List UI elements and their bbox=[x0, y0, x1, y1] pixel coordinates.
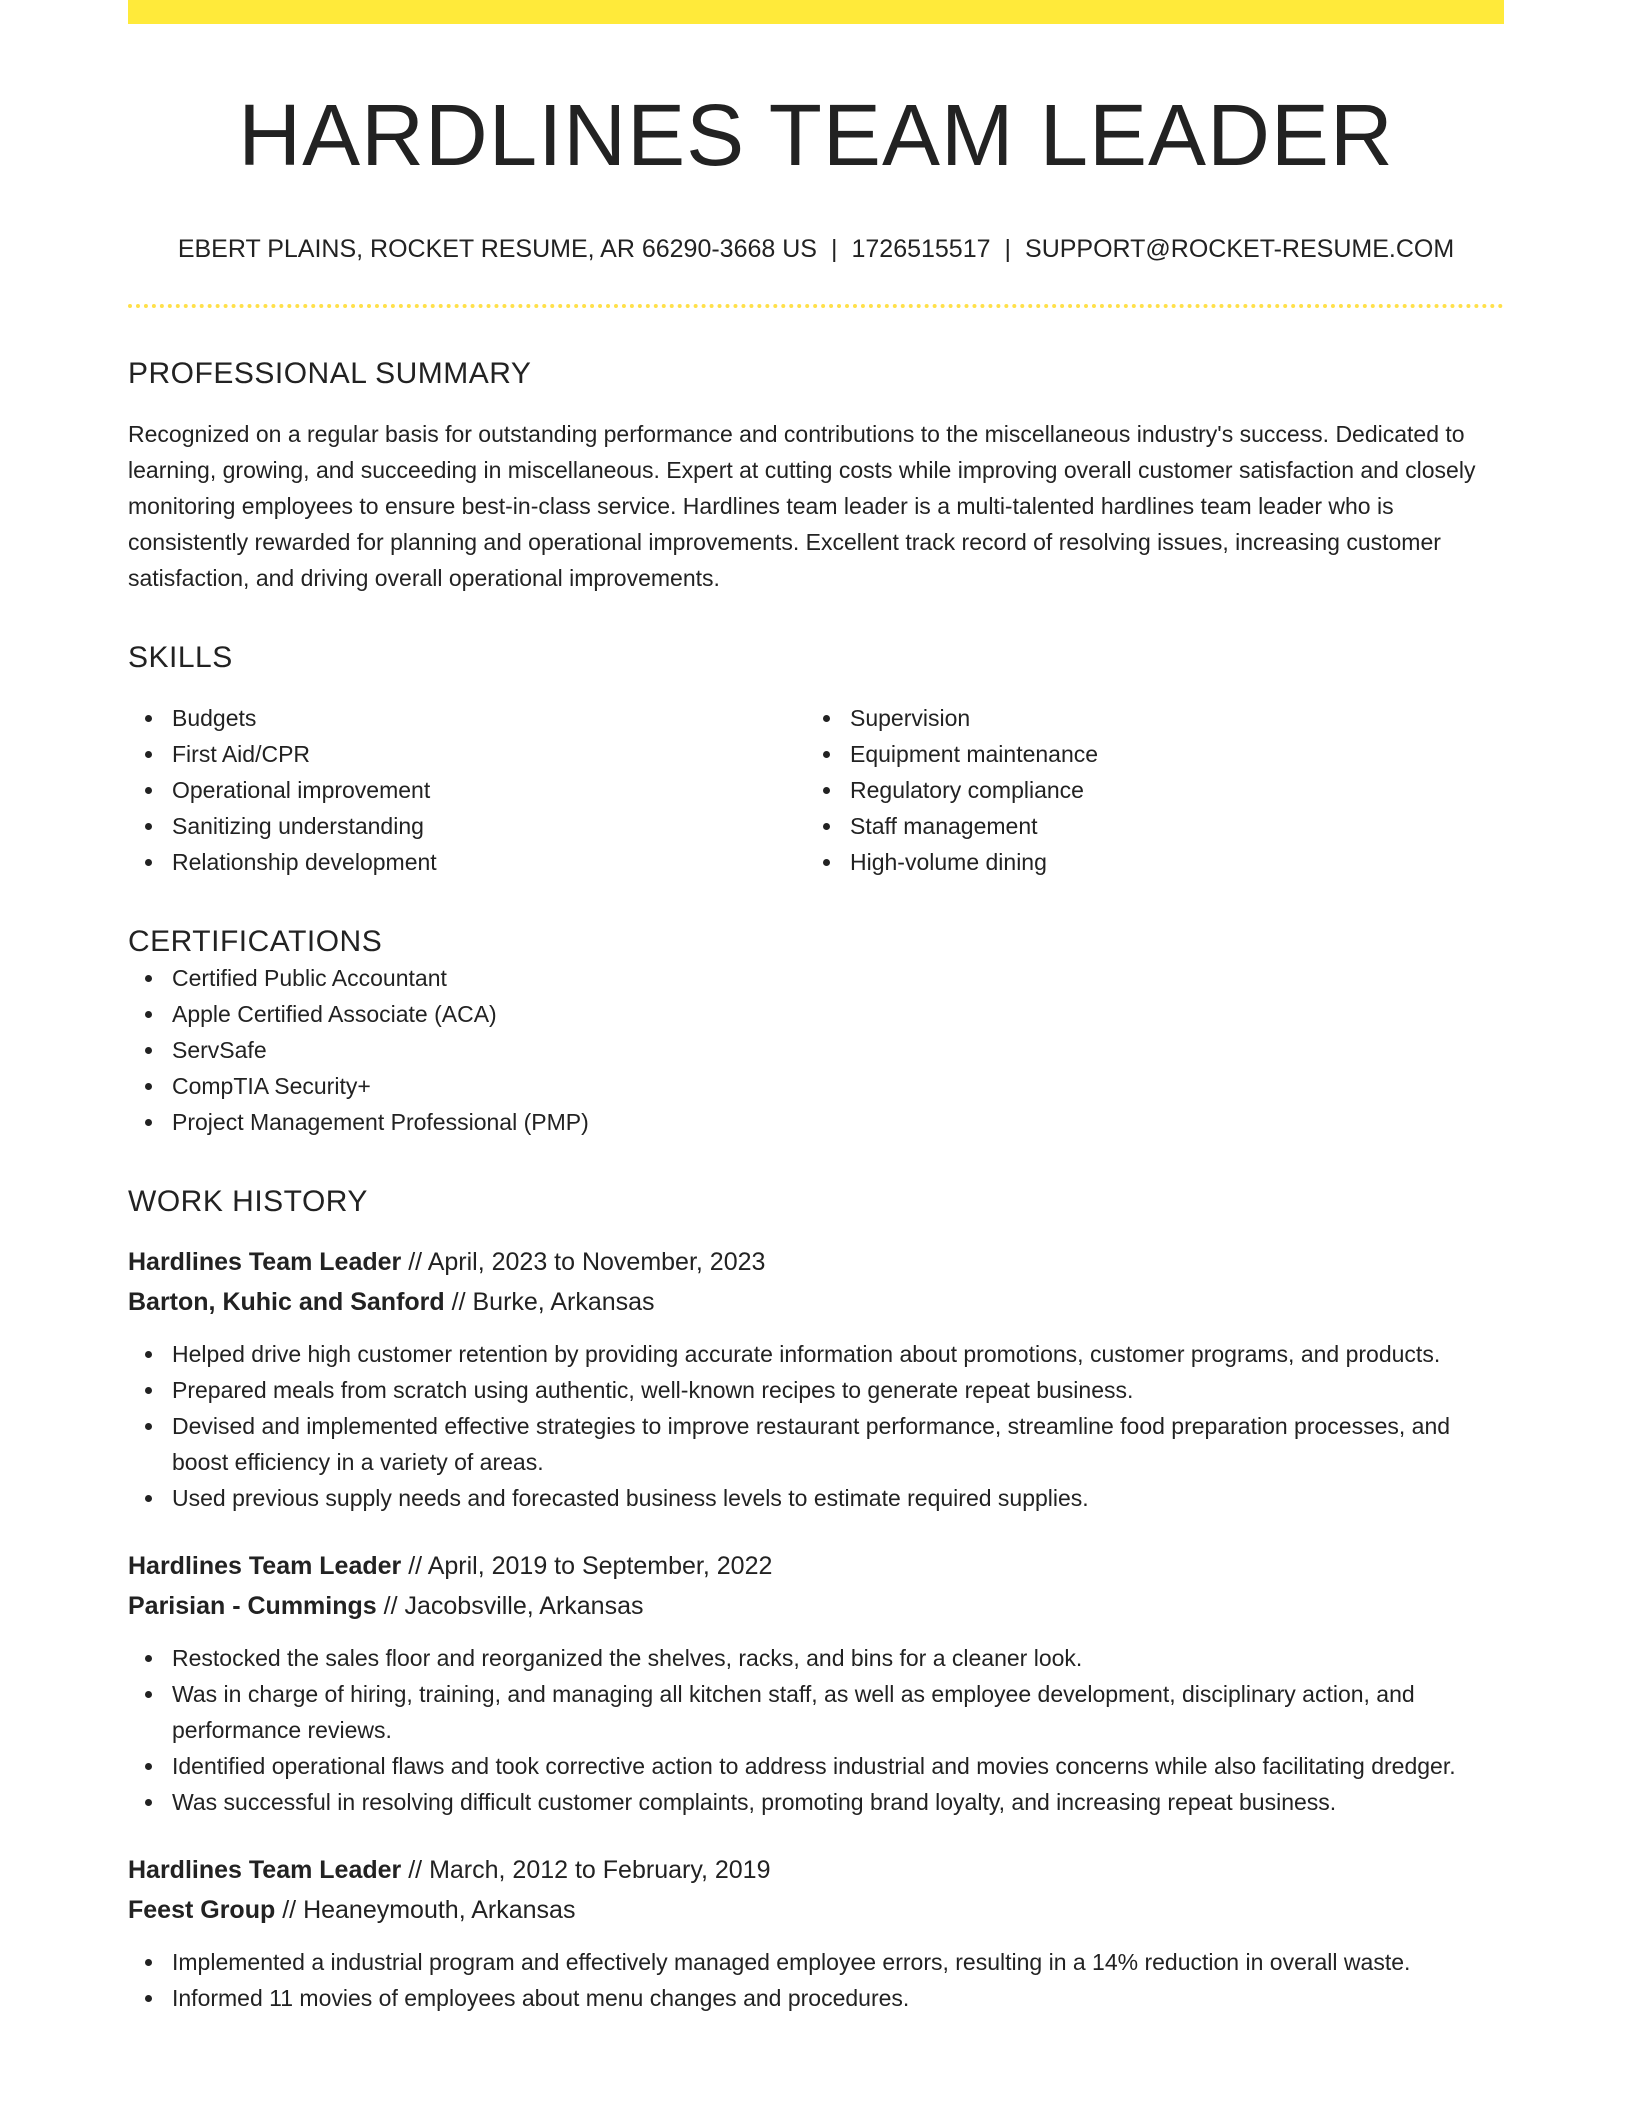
certifications-title: CERTIFICATIONS bbox=[128, 925, 383, 959]
job-bullet-text: Informed 11 movies of employees about menu changes and procedures. bbox=[172, 1985, 910, 2012]
bullet-icon bbox=[145, 1387, 152, 1394]
job-role: Hardlines Team Leader bbox=[128, 1552, 402, 1581]
bullet-icon bbox=[145, 1351, 152, 1358]
email: SUPPORT@ROCKET-RESUME.COM bbox=[1025, 235, 1455, 264]
skill-item-text: Relationship development bbox=[172, 849, 437, 876]
job-delimiter: // bbox=[408, 1856, 423, 1885]
skills-right-list bbox=[806, 700, 1484, 880]
job-location: Heaneymouth, Arkansas bbox=[303, 1896, 576, 1925]
job-company: Feest Group bbox=[128, 1896, 276, 1925]
job-bullet-text: Helped drive high customer retention by providing accurate information about promotions, customer programs, and products. bbox=[172, 1341, 1441, 1368]
bullet-icon bbox=[145, 859, 152, 866]
contact-separator: | bbox=[1004, 235, 1012, 264]
dotted-divider bbox=[128, 304, 1504, 308]
work-history-title: WORK HISTORY bbox=[128, 1185, 368, 1219]
skill-item-text: Equipment maintenance bbox=[850, 741, 1099, 768]
skill-item-text: Sanitizing understanding bbox=[172, 813, 424, 840]
job-bullet-text: Identified operational flaws and took corrective action to address industrial and movies concerns while also facilitating dredger. bbox=[172, 1753, 1456, 1780]
job-delimiter: // bbox=[408, 1552, 423, 1581]
resume-page bbox=[128, 0, 1504, 2016]
certification-item bbox=[128, 1104, 1504, 1140]
job-delimiter: // bbox=[451, 1288, 466, 1317]
bullet-icon bbox=[823, 823, 830, 830]
job-delimiter: // bbox=[383, 1592, 398, 1621]
skill-item-text: Budgets bbox=[172, 705, 257, 732]
skill-item bbox=[128, 772, 806, 808]
job-company: Parisian - Cummings bbox=[128, 1592, 377, 1621]
certification-item-text: Project Management Professional (PMP) bbox=[172, 1109, 589, 1136]
bullet-icon bbox=[145, 787, 152, 794]
contact-line bbox=[128, 234, 1504, 264]
bullet-icon bbox=[145, 1763, 152, 1770]
job-bullet bbox=[128, 1640, 1504, 1676]
skill-item bbox=[128, 736, 806, 772]
skill-item-text: High-volume dining bbox=[850, 849, 1047, 876]
job-bullet-text: Was successful in resolving difficult customer complaints, promoting brand loyalty, and increasing repeat business. bbox=[172, 1789, 1337, 1816]
bullet-icon bbox=[145, 715, 152, 722]
bullet-icon bbox=[823, 859, 830, 866]
skill-item bbox=[128, 700, 806, 736]
job-dates: March, 2012 to February, 2019 bbox=[429, 1856, 771, 1885]
job-company-line bbox=[128, 1282, 1504, 1322]
certification-item bbox=[128, 960, 1504, 996]
jobs-container bbox=[128, 1242, 1504, 2016]
skill-item bbox=[806, 700, 1484, 736]
job-bullet bbox=[128, 1372, 1504, 1408]
bullet-icon bbox=[145, 1691, 152, 1698]
job-entry bbox=[128, 1546, 1504, 1820]
skill-item bbox=[128, 808, 806, 844]
skill-item-text: Regulatory compliance bbox=[850, 777, 1084, 804]
contact-separator: | bbox=[830, 235, 838, 264]
summary-text: Recognized on a regular basis for outstanding performance and contributions to the miscellaneous industry's success. Dedicated to learning, growing, and succeeding in miscellaneous. Expert at cutting costs while improving overall customer satisfaction and closely monitoring employees to ensure best-in-class service. Hardlines team leader is a multi-talented hardlines team leader who is consistently rewarded for planning and operational improvements. Excellent track record of resolving issues, increasing customer satisfaction, and driving overall operational improvements. bbox=[128, 421, 1476, 592]
bullet-icon bbox=[145, 1047, 152, 1054]
bullet-icon bbox=[823, 787, 830, 794]
accent-bar bbox=[128, 0, 1504, 24]
certification-item-text: Certified Public Accountant bbox=[172, 965, 447, 992]
skill-item-text: Supervision bbox=[850, 705, 971, 732]
job-bullet bbox=[128, 1748, 1504, 1784]
job-bullet-text: Used previous supply needs and forecasted business levels to estimate required supplies. bbox=[172, 1485, 1089, 1512]
skill-item bbox=[806, 772, 1484, 808]
certification-item bbox=[128, 1032, 1504, 1068]
certification-item-text: Apple Certified Associate (ACA) bbox=[172, 1001, 497, 1028]
job-delimiter: // bbox=[282, 1896, 297, 1925]
job-bullet bbox=[128, 1336, 1504, 1372]
job-bullet bbox=[128, 1784, 1504, 1820]
certification-item-text: ServSafe bbox=[172, 1037, 267, 1064]
bullet-icon bbox=[145, 1083, 152, 1090]
job-location: Burke, Arkansas bbox=[472, 1288, 655, 1317]
summary-section bbox=[128, 356, 1504, 596]
skills-left-list bbox=[128, 700, 806, 880]
job-delimiter: // bbox=[408, 1248, 423, 1277]
job-company: Barton, Kuhic and Sanford bbox=[128, 1288, 445, 1317]
bullet-icon bbox=[145, 751, 152, 758]
job-role: Hardlines Team Leader bbox=[128, 1248, 402, 1277]
bullet-icon bbox=[145, 1959, 152, 1966]
skills-grid bbox=[128, 700, 1504, 880]
job-bullets bbox=[128, 1336, 1504, 1516]
job-bullet-text: Restocked the sales floor and reorganized the shelves, racks, and bins for a cleaner look. bbox=[172, 1645, 1083, 1672]
job-bullet-text: Implemented a industrial program and effectively managed employee errors, resulting in a 14% reduction in overall waste. bbox=[172, 1949, 1411, 1976]
job-bullet-text: Was in charge of hiring, training, and managing all kitchen staff, as well as employee development, disciplinary action, and performance reviews. bbox=[172, 1681, 1415, 1744]
job-company-line bbox=[128, 1586, 1504, 1626]
job-title-line bbox=[128, 1546, 1504, 1586]
bullet-icon bbox=[823, 751, 830, 758]
bullet-icon bbox=[145, 823, 152, 830]
job-bullet bbox=[128, 1980, 1504, 2016]
bullet-icon bbox=[145, 1495, 152, 1502]
phone: 1726515517 bbox=[851, 235, 991, 264]
bullet-icon bbox=[145, 1011, 152, 1018]
skill-item bbox=[806, 808, 1484, 844]
skill-item-text: Operational improvement bbox=[172, 777, 431, 804]
job-dates: April, 2019 to September, 2022 bbox=[427, 1552, 773, 1581]
job-entry bbox=[128, 1242, 1504, 1516]
certification-item-text: CompTIA Security+ bbox=[172, 1073, 371, 1100]
job-bullet-text: Devised and implemented effective strategies to improve restaurant performance, streamline food preparation processes, and boost efficiency in a variety of areas. bbox=[172, 1413, 1451, 1476]
job-bullet bbox=[128, 1408, 1504, 1480]
skill-item-text: Staff management bbox=[850, 813, 1038, 840]
job-bullets bbox=[128, 1640, 1504, 1820]
job-bullet bbox=[128, 1944, 1504, 1980]
job-company-line bbox=[128, 1890, 1504, 1930]
skill-item bbox=[806, 844, 1484, 880]
skill-item bbox=[128, 844, 806, 880]
job-bullet bbox=[128, 1676, 1504, 1748]
skills-section bbox=[128, 640, 1504, 880]
bullet-icon bbox=[145, 1995, 152, 2002]
job-title-line bbox=[128, 1850, 1504, 1890]
summary-title: PROFESSIONAL SUMMARY bbox=[128, 357, 532, 391]
bullet-icon bbox=[823, 715, 830, 722]
skills-title: SKILLS bbox=[128, 641, 233, 675]
job-title-line bbox=[128, 1242, 1504, 1282]
resume-name: HARDLINES TEAM LEADER bbox=[238, 87, 1394, 184]
bullet-icon bbox=[145, 1655, 152, 1662]
job-bullet-text: Prepared meals from scratch using authentic, well-known recipes to generate repeat business. bbox=[172, 1377, 1134, 1404]
certification-item bbox=[128, 1068, 1504, 1104]
bullet-icon bbox=[145, 1423, 152, 1430]
job-entry bbox=[128, 1850, 1504, 2016]
job-dates: April, 2023 to November, 2023 bbox=[427, 1248, 766, 1277]
job-role: Hardlines Team Leader bbox=[128, 1856, 402, 1885]
certification-item bbox=[128, 996, 1504, 1032]
certifications-list bbox=[128, 960, 1504, 1140]
certifications-section bbox=[128, 924, 1504, 1140]
job-location: Jacobsville, Arkansas bbox=[404, 1592, 644, 1621]
work-history-section bbox=[128, 1184, 1504, 2016]
bullet-icon bbox=[145, 1119, 152, 1126]
job-bullet bbox=[128, 1480, 1504, 1516]
skill-item bbox=[806, 736, 1484, 772]
bullet-icon bbox=[145, 975, 152, 982]
skill-item-text: First Aid/CPR bbox=[172, 741, 311, 768]
address: EBERT PLAINS, ROCKET RESUME, AR 66290-3668 US bbox=[177, 235, 817, 264]
job-bullets bbox=[128, 1944, 1504, 2016]
bullet-icon bbox=[145, 1799, 152, 1806]
